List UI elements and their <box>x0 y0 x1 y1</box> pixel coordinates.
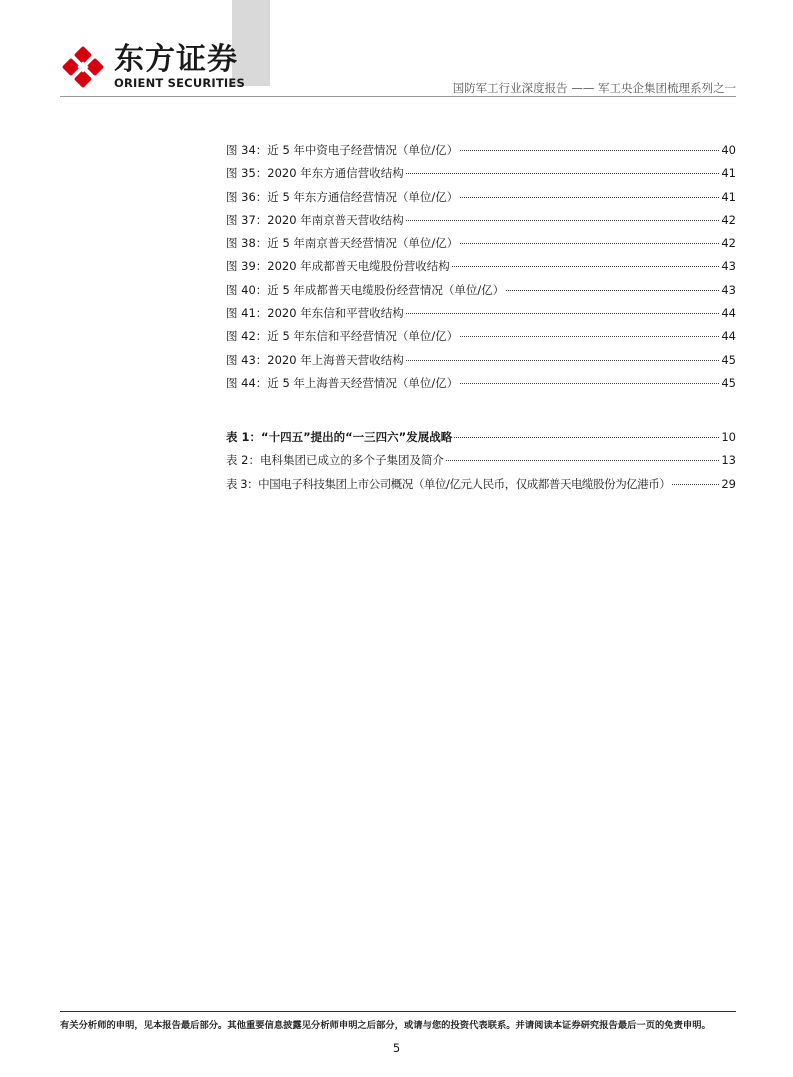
analyst-disclaimer: 有关分析师的申明，见本报告最后部分。其他重要信息披露见分析师申明之后部分，或请与您的投资代表联系。并请阅读本证券研究报告最后一页的免责申明。 <box>60 1020 711 1031</box>
toc-entry-table-1[interactable] <box>226 429 736 452</box>
toc-entry-table-3[interactable] <box>226 476 736 499</box>
toc-leader-dots <box>452 266 720 267</box>
toc-entry-figure-37[interactable] <box>226 212 736 235</box>
toc-page-number: 41 <box>721 166 736 181</box>
toc-entry-label: 表 3：中国电子科技集团上市公司概况（单位/亿元人民币，仅成都普天电缆股份为亿港币） <box>226 476 671 491</box>
toc-entry-figure-38[interactable] <box>226 235 736 258</box>
toc-entry-label: 图 34：近 5 年中资电子经营情况（单位/亿） <box>226 143 459 157</box>
toc-entry-figure-36[interactable] <box>226 189 736 212</box>
brand-name-en: ORIENT SECURITIES <box>114 76 245 90</box>
page-number: 5 <box>392 1041 401 1055</box>
toc-entry-label: 图 40：近 5 年成都普天电缆股份经营情况（单位/亿） <box>226 282 505 297</box>
toc-page-number: 44 <box>721 306 736 321</box>
toc-leader-dots <box>672 484 719 485</box>
toc-entry-figure-43[interactable] <box>226 352 736 375</box>
toc-leader-dots <box>406 173 720 174</box>
orient-securities-logo <box>60 44 106 90</box>
toc-entry-figure-35[interactable] <box>226 165 736 188</box>
toc-entry-label: 图 35：2020 年东方通信营收结构 <box>226 166 404 181</box>
brand-name-cn: 东方证券 <box>114 42 238 77</box>
toc-leader-dots <box>460 383 719 384</box>
toc-leader-dots <box>406 360 720 361</box>
toc-page-number: 40 <box>721 143 736 157</box>
toc-entry-label: 图 36：近 5 年东方通信经营情况（单位/亿） <box>226 189 459 204</box>
toc-leader-dots <box>460 243 719 244</box>
toc-entry-figure-44[interactable] <box>226 375 736 398</box>
toc-leader-dots <box>460 150 719 151</box>
toc-leader-dots <box>406 220 720 221</box>
toc-entry-label: 表 2：电科集团已成立的多个子集团及简介 <box>226 453 444 468</box>
report-title: 国防军工行业深度报告 —— 军工央企集团梳理系列之一 <box>452 81 736 95</box>
toc-entry-figure-39[interactable] <box>226 258 736 281</box>
figure-list <box>226 142 736 398</box>
toc-leader-dots <box>460 197 719 198</box>
toc-entry-figure-34[interactable] <box>226 142 736 165</box>
toc-entry-label: 表 1：“十四五”提出的“一三四六”发展战略 <box>226 430 453 444</box>
toc-entry-table-2[interactable] <box>226 452 736 475</box>
toc-page-number: 41 <box>721 189 736 204</box>
toc-leader-dots <box>454 437 719 438</box>
toc-page-number: 43 <box>721 259 736 274</box>
toc-entry-label: 图 42：近 5 年东信和平经营情况（单位/亿） <box>226 329 459 344</box>
toc-leader-dots <box>506 290 719 291</box>
toc-page-number: 13 <box>721 453 736 468</box>
toc-leader-dots <box>406 313 720 314</box>
toc-entry-label: 图 37：2020 年南京普天营收结构 <box>226 212 404 227</box>
footer-divider <box>60 1011 736 1012</box>
toc-entry-figure-42[interactable] <box>226 328 736 351</box>
toc-page-number: 42 <box>721 212 736 227</box>
toc-page-number: 42 <box>721 236 736 251</box>
toc-entry-label: 图 44：近 5 年上海普天经营情况（单位/亿） <box>226 375 459 390</box>
toc-leader-dots <box>460 336 719 337</box>
toc-page-number: 45 <box>721 352 736 367</box>
toc-page-number: 10 <box>721 430 736 444</box>
table-list <box>226 429 736 499</box>
toc-entry-figure-41[interactable] <box>226 305 736 328</box>
toc-entry-label: 图 38：近 5 年南京普天经营情况（单位/亿） <box>226 236 459 251</box>
toc-page-number: 44 <box>721 329 736 344</box>
toc-entry-label: 图 39：2020 年成都普天电缆股份营收结构 <box>226 259 450 274</box>
toc-entry-label: 图 43：2020 年上海普天营收结构 <box>226 352 404 367</box>
toc-page-number: 29 <box>721 476 736 491</box>
toc-leader-dots <box>446 460 719 461</box>
toc-entry-figure-40[interactable] <box>226 282 736 305</box>
header-divider <box>60 96 736 97</box>
toc-entry-label: 图 41：2020 年东信和平营收结构 <box>226 306 404 321</box>
toc-page-number: 45 <box>721 375 736 390</box>
toc-page-number: 43 <box>721 282 736 297</box>
